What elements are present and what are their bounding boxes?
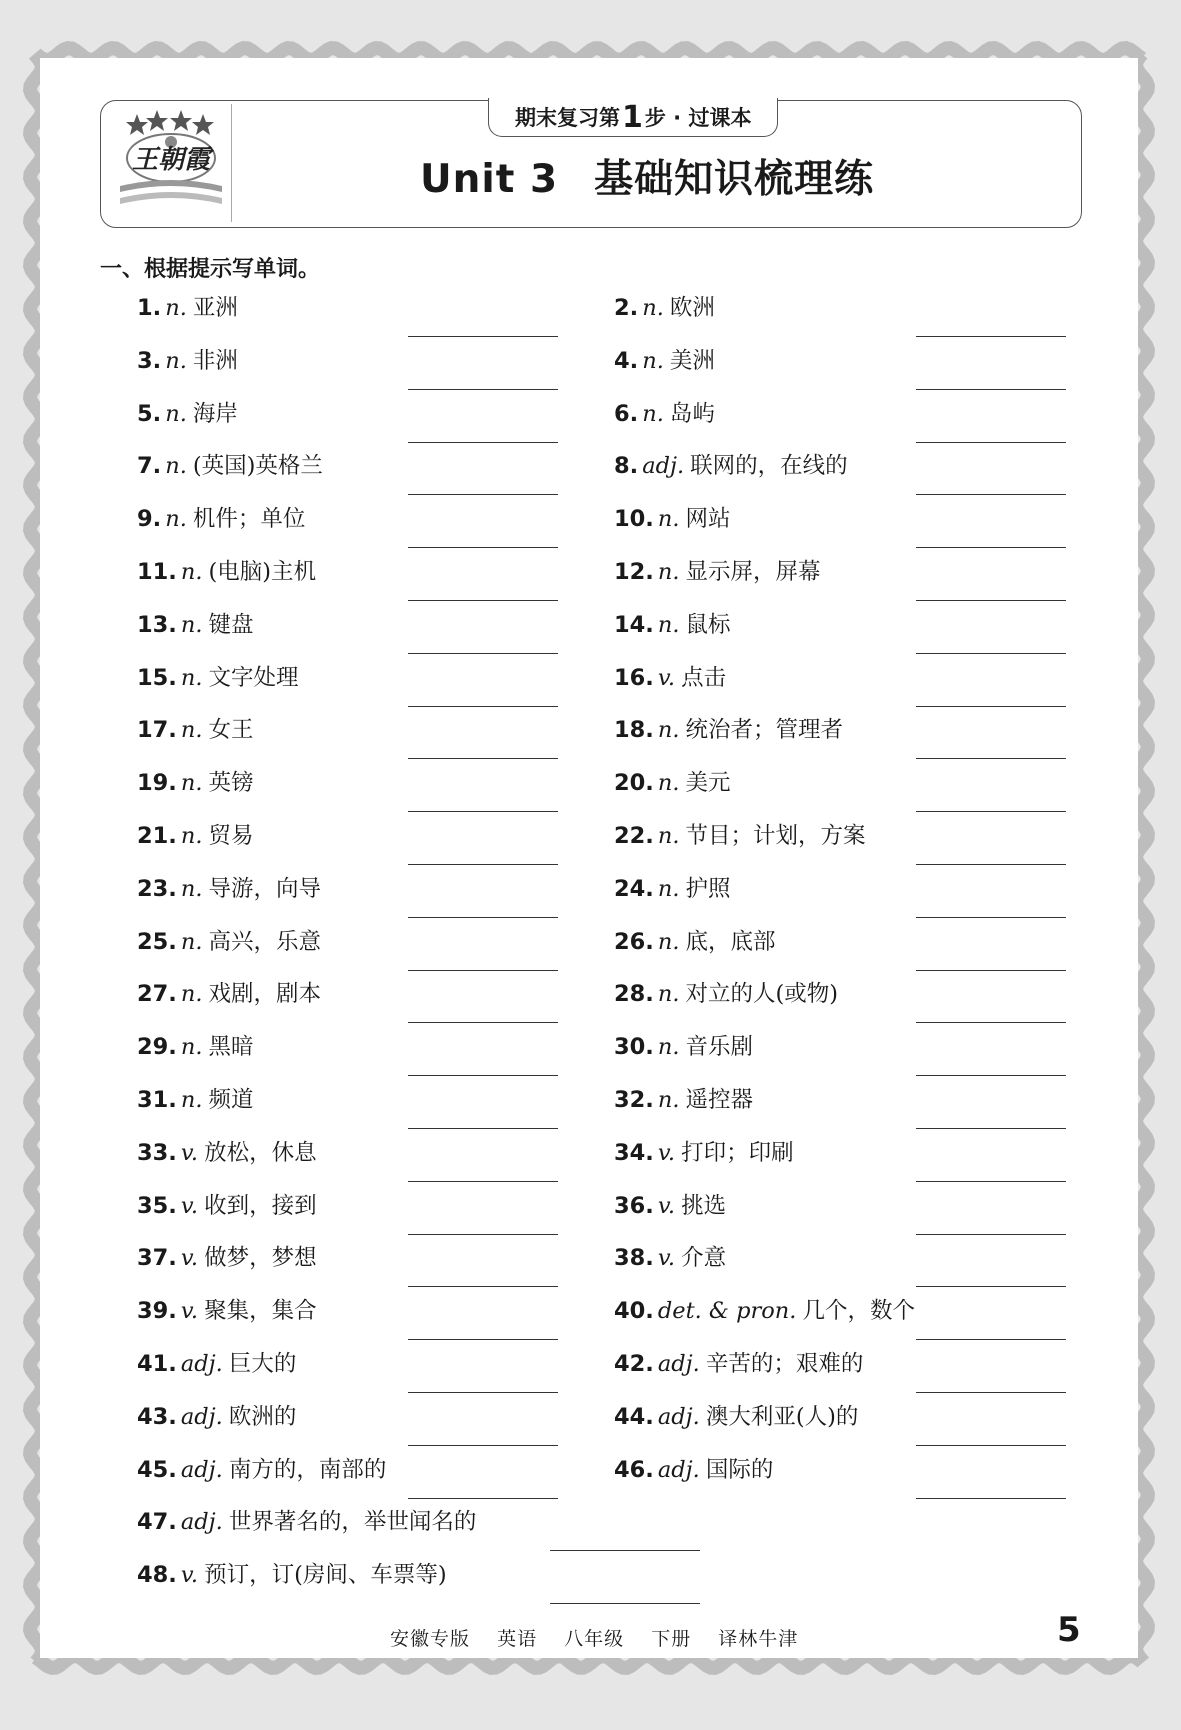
chinese-meaning: 聚集，集合: [204, 1298, 317, 1325]
answer-blank[interactable]: [408, 917, 558, 918]
vocab-item: [137, 557, 316, 587]
part-of-speech: adj.: [180, 1351, 223, 1377]
item-number: 45.: [137, 1456, 177, 1483]
part-of-speech: adj.: [657, 1403, 700, 1430]
footer-subject: 英语: [497, 1628, 538, 1650]
answer-blank[interactable]: [408, 336, 558, 337]
chinese-meaning: 辛苦的；艰难的: [705, 1351, 864, 1377]
answer-blank[interactable]: [408, 1445, 558, 1446]
section-title: 一、根据提示写单词。: [100, 257, 321, 282]
answer-blank[interactable]: [916, 1286, 1066, 1287]
vocab-item: [614, 1138, 794, 1168]
chinese-meaning: 美元: [685, 770, 731, 797]
chinese-meaning: 女王: [208, 717, 254, 744]
answer-blank[interactable]: [408, 758, 558, 759]
part-of-speech: n.: [165, 347, 187, 374]
item-number: 8.: [614, 453, 639, 480]
vocab-item: [137, 821, 254, 851]
vocab-item: [137, 1349, 296, 1379]
part-of-speech: adj.: [657, 1456, 700, 1483]
item-number: 24.: [614, 875, 654, 902]
footer-edition: 安徽专版: [390, 1628, 471, 1650]
item-number: 15.: [137, 664, 177, 691]
vocab-item: [614, 399, 715, 429]
chinese-meaning: 联网的，在线的: [690, 453, 848, 480]
vocab-item: [137, 715, 254, 745]
footer-publisher: 译林牛津: [718, 1628, 799, 1650]
chinese-meaning: 鼠标: [685, 611, 731, 638]
chinese-meaning: 黑暗: [208, 1034, 254, 1061]
vocab-item: [137, 1085, 254, 1115]
vocab-item: [614, 1296, 915, 1326]
part-of-speech: v.: [180, 1298, 199, 1325]
banner-prefix: 期末复习第: [515, 106, 620, 130]
part-of-speech: n.: [657, 1034, 680, 1061]
item-number: 42.: [614, 1351, 654, 1377]
answer-blank[interactable]: [408, 389, 558, 390]
answer-blank[interactable]: [408, 811, 558, 812]
part-of-speech: v.: [180, 1139, 199, 1166]
answer-blank[interactable]: [408, 1234, 558, 1235]
vocab-item: [614, 451, 848, 481]
answer-blank[interactable]: [408, 1286, 558, 1287]
vocab-item: [614, 715, 843, 745]
footer-volume: 下册: [651, 1628, 692, 1650]
item-number: 34.: [614, 1139, 654, 1166]
page-number: 5: [1057, 1610, 1081, 1650]
item-number: 23.: [137, 875, 177, 902]
chinese-meaning: 护照: [685, 875, 731, 902]
svg-text:王朝霞: 王朝霞: [131, 145, 211, 175]
part-of-speech: n.: [165, 453, 187, 480]
chinese-meaning: 网站: [685, 506, 731, 533]
vocab-item: [137, 1507, 476, 1537]
answer-blank[interactable]: [408, 1339, 558, 1340]
chinese-meaning: 统治者；管理者: [685, 717, 844, 744]
part-of-speech: n.: [657, 928, 680, 955]
item-number: 41.: [137, 1351, 177, 1377]
item-number: 19.: [137, 770, 177, 797]
part-of-speech: v.: [180, 1245, 199, 1272]
footer-info: [390, 1624, 818, 1651]
item-number: 38.: [614, 1245, 654, 1272]
item-number: 28.: [614, 981, 654, 1008]
chinese-meaning: 非洲: [192, 347, 238, 374]
part-of-speech: n.: [180, 823, 203, 849]
chinese-meaning: 戏剧，剧本: [208, 981, 322, 1008]
footer-grade: 八年级: [564, 1628, 625, 1650]
part-of-speech: v.: [657, 1139, 676, 1166]
item-number: 47.: [137, 1509, 177, 1536]
chinese-meaning: 预订，订(房间、车票等): [204, 1562, 447, 1589]
vocab-item: [614, 874, 731, 904]
vocab-item: [137, 504, 305, 534]
answer-blank[interactable]: [916, 336, 1066, 337]
answer-blank[interactable]: [408, 1022, 558, 1023]
part-of-speech: n.: [180, 717, 203, 744]
answer-blank[interactable]: [916, 653, 1066, 654]
vocab-item: [614, 1191, 726, 1221]
answer-blank[interactable]: [408, 494, 558, 495]
chinese-meaning: 高兴，乐意: [208, 928, 322, 955]
part-of-speech: n.: [657, 611, 680, 638]
part-of-speech: det. & pron.: [657, 1298, 797, 1325]
part-of-speech: n.: [657, 875, 680, 902]
vocab-item: [137, 399, 238, 429]
answer-blank[interactable]: [916, 1339, 1066, 1340]
vocab-item: [137, 927, 321, 957]
answer-blank[interactable]: [408, 442, 558, 443]
chinese-meaning: 欧洲的: [228, 1403, 297, 1430]
vocab-item: [614, 1243, 726, 1273]
vocab-item: [137, 768, 254, 798]
item-number: 48.: [137, 1562, 177, 1589]
vocab-item: [614, 557, 821, 587]
item-number: 43.: [137, 1403, 177, 1430]
part-of-speech: n.: [165, 295, 187, 321]
part-of-speech: n.: [657, 770, 680, 797]
item-number: 36.: [614, 1192, 654, 1219]
chinese-meaning: 贸易: [208, 823, 254, 849]
answer-blank[interactable]: [408, 1075, 558, 1076]
part-of-speech: n.: [180, 611, 203, 638]
chinese-meaning: (英国)英格兰: [192, 453, 323, 480]
logo-divider: [231, 104, 232, 222]
vocab-item: [137, 874, 321, 904]
answer-blank[interactable]: [408, 653, 558, 654]
vocab-item: [137, 1560, 447, 1590]
banner-step-number: 1: [622, 99, 643, 135]
item-number: 33.: [137, 1139, 177, 1166]
item-number: 6.: [614, 400, 639, 427]
chinese-meaning: 文字处理: [208, 664, 299, 691]
item-number: 13.: [137, 611, 177, 638]
chinese-meaning: 海岸: [192, 400, 238, 427]
part-of-speech: n.: [657, 981, 680, 1008]
chinese-meaning: 机件；单位: [192, 506, 306, 533]
answer-blank[interactable]: [916, 494, 1066, 495]
chinese-meaning: 世界著名的，举世闻名的: [228, 1509, 477, 1536]
part-of-speech: v.: [180, 1562, 199, 1589]
item-number: 12.: [614, 559, 654, 585]
item-number: 27.: [137, 981, 177, 1008]
answer-blank[interactable]: [916, 1022, 1066, 1023]
part-of-speech: adj.: [657, 1351, 700, 1377]
answer-blank[interactable]: [916, 1498, 1066, 1499]
answer-blank[interactable]: [408, 864, 558, 865]
chinese-meaning: 美洲: [669, 347, 715, 374]
answer-blank[interactable]: [916, 1075, 1066, 1076]
part-of-speech: n.: [642, 347, 664, 374]
answer-blank[interactable]: [408, 1498, 558, 1499]
vocab-item: [137, 1243, 317, 1273]
answer-blank[interactable]: [916, 1445, 1066, 1446]
vocab-item: [614, 293, 715, 323]
answer-blank[interactable]: [916, 706, 1066, 707]
part-of-speech: adj.: [180, 1456, 223, 1483]
part-of-speech: n.: [642, 295, 664, 321]
review-step-banner: [488, 98, 778, 137]
chinese-meaning: 挑选: [681, 1192, 727, 1219]
part-of-speech: v.: [657, 1192, 676, 1219]
answer-blank[interactable]: [916, 970, 1066, 971]
item-number: 11.: [137, 559, 177, 585]
item-number: 7.: [137, 453, 162, 480]
vocab-item: [614, 504, 731, 534]
item-number: 26.: [614, 928, 654, 955]
answer-blank[interactable]: [408, 600, 558, 601]
item-number: 30.: [614, 1034, 654, 1061]
item-number: 2.: [614, 295, 639, 321]
vocab-item: [614, 821, 866, 851]
vocab-item: [614, 979, 838, 1009]
vocab-item: [137, 663, 299, 693]
vocab-item: [137, 1191, 317, 1221]
answer-blank[interactable]: [916, 1181, 1066, 1182]
part-of-speech: n.: [180, 875, 203, 902]
chinese-meaning: 巨大的: [228, 1351, 297, 1377]
part-of-speech: n.: [180, 981, 203, 1008]
item-number: 3.: [137, 347, 162, 374]
vocab-item: [614, 768, 731, 798]
answer-blank[interactable]: [916, 600, 1066, 601]
chinese-meaning: 收到，接到: [204, 1192, 317, 1219]
item-number: 9.: [137, 506, 162, 533]
chinese-meaning: (电脑)主机: [208, 559, 317, 585]
part-of-speech: n.: [180, 770, 203, 797]
answer-blank[interactable]: [408, 547, 558, 548]
item-number: 10.: [614, 506, 654, 533]
item-number: 20.: [614, 770, 654, 797]
item-number: 21.: [137, 823, 177, 849]
item-number: 18.: [614, 717, 654, 744]
item-number: 40.: [614, 1298, 654, 1325]
part-of-speech: n.: [180, 559, 203, 585]
item-number: 29.: [137, 1034, 177, 1061]
item-number: 5.: [137, 400, 162, 427]
part-of-speech: n.: [180, 928, 203, 955]
answer-blank[interactable]: [916, 1392, 1066, 1393]
item-number: 35.: [137, 1192, 177, 1219]
answer-blank[interactable]: [408, 1392, 558, 1393]
answer-blank[interactable]: [916, 864, 1066, 865]
vocab-item: [137, 451, 323, 481]
chinese-meaning: 欧洲: [669, 295, 715, 321]
vocab-item: [614, 927, 776, 957]
chinese-meaning: 键盘: [208, 611, 254, 638]
item-number: 1.: [137, 295, 162, 321]
part-of-speech: v.: [657, 1245, 676, 1272]
chinese-meaning: 音乐剧: [685, 1034, 754, 1061]
vocab-item: [614, 1349, 863, 1379]
chinese-meaning: 导游，向导: [208, 875, 322, 902]
answer-blank[interactable]: [408, 970, 558, 971]
vocab-item: [137, 293, 238, 323]
vocab-item: [137, 346, 238, 376]
part-of-speech: n.: [180, 1087, 203, 1113]
item-number: 37.: [137, 1245, 177, 1272]
part-of-speech: n.: [180, 664, 203, 691]
banner-suffix: 步 · 过课本: [644, 106, 752, 130]
chinese-meaning: 介意: [681, 1245, 727, 1272]
part-of-speech: n.: [657, 559, 680, 585]
chinese-meaning: 节目；计划，方案: [685, 823, 866, 849]
vocab-item: [614, 610, 731, 640]
chinese-meaning: 点击: [681, 664, 727, 691]
item-number: 31.: [137, 1087, 177, 1113]
vocab-item: [137, 1402, 296, 1432]
chinese-meaning: 英镑: [208, 770, 254, 797]
chinese-meaning: 放松，休息: [204, 1139, 317, 1166]
part-of-speech: n.: [657, 717, 680, 744]
chinese-meaning: 底，底部: [685, 928, 776, 955]
item-number: 32.: [614, 1087, 654, 1113]
chinese-meaning: 南方的，南部的: [228, 1456, 387, 1483]
part-of-speech: n.: [657, 506, 680, 533]
vocab-item: [614, 1032, 753, 1062]
answer-blank[interactable]: [550, 1603, 700, 1604]
part-of-speech: adj.: [180, 1509, 223, 1536]
chinese-meaning: 国际的: [705, 1456, 774, 1483]
answer-blank[interactable]: [408, 1128, 558, 1129]
vocab-item: [137, 1138, 317, 1168]
part-of-speech: adj.: [642, 453, 685, 480]
vocab-item: [614, 346, 715, 376]
title-main: 基础知识梳理练: [594, 157, 875, 202]
chinese-meaning: 亚洲: [192, 295, 238, 321]
part-of-speech: adj.: [180, 1403, 223, 1430]
vocab-item: [137, 610, 254, 640]
part-of-speech: n.: [657, 1087, 680, 1113]
item-number: 17.: [137, 717, 177, 744]
answer-blank[interactable]: [916, 442, 1066, 443]
vocab-item: [137, 1455, 386, 1485]
item-number: 44.: [614, 1403, 654, 1430]
vocab-item: [614, 663, 726, 693]
item-number: 25.: [137, 928, 177, 955]
part-of-speech: n.: [642, 400, 664, 427]
item-number: 4.: [614, 347, 639, 374]
answer-blank[interactable]: [916, 758, 1066, 759]
answer-blank[interactable]: [916, 1128, 1066, 1129]
chinese-meaning: 显示屏，屏幕: [685, 559, 821, 585]
chinese-meaning: 几个，数个: [802, 1298, 915, 1325]
chinese-meaning: 岛屿: [669, 400, 715, 427]
chinese-meaning: 做梦，梦想: [204, 1245, 317, 1272]
title-unit: Unit 3: [420, 157, 559, 202]
chinese-meaning: 澳大利亚(人)的: [705, 1403, 859, 1430]
chinese-meaning: 对立的人(或物): [685, 981, 839, 1008]
publisher-logo: [112, 108, 230, 218]
answer-blank[interactable]: [916, 547, 1066, 548]
answer-blank[interactable]: [550, 1550, 700, 1551]
item-number: 39.: [137, 1298, 177, 1325]
vocab-item: [137, 1296, 317, 1326]
answer-blank[interactable]: [408, 706, 558, 707]
part-of-speech: n.: [165, 506, 187, 533]
answer-blank[interactable]: [916, 1234, 1066, 1235]
chinese-meaning: 遥控器: [685, 1087, 754, 1113]
answer-blank[interactable]: [916, 917, 1066, 918]
part-of-speech: n.: [657, 823, 680, 849]
item-number: 22.: [614, 823, 654, 849]
answer-blank[interactable]: [916, 811, 1066, 812]
vocab-item: [614, 1455, 773, 1485]
vocab-item: [137, 979, 321, 1009]
chinese-meaning: 频道: [208, 1087, 254, 1113]
part-of-speech: v.: [657, 664, 676, 691]
part-of-speech: n.: [165, 400, 187, 427]
item-number: 46.: [614, 1456, 654, 1483]
part-of-speech: v.: [180, 1192, 199, 1219]
chinese-meaning: 打印；印刷: [681, 1139, 794, 1166]
answer-blank[interactable]: [408, 1181, 558, 1182]
item-number: 14.: [614, 611, 654, 638]
vocab-item: [614, 1085, 753, 1115]
page-title: [420, 148, 874, 204]
part-of-speech: n.: [180, 1034, 203, 1061]
vocab-item: [137, 1032, 254, 1062]
answer-blank[interactable]: [916, 389, 1066, 390]
item-number: 16.: [614, 664, 654, 691]
vocab-item: [614, 1402, 858, 1432]
